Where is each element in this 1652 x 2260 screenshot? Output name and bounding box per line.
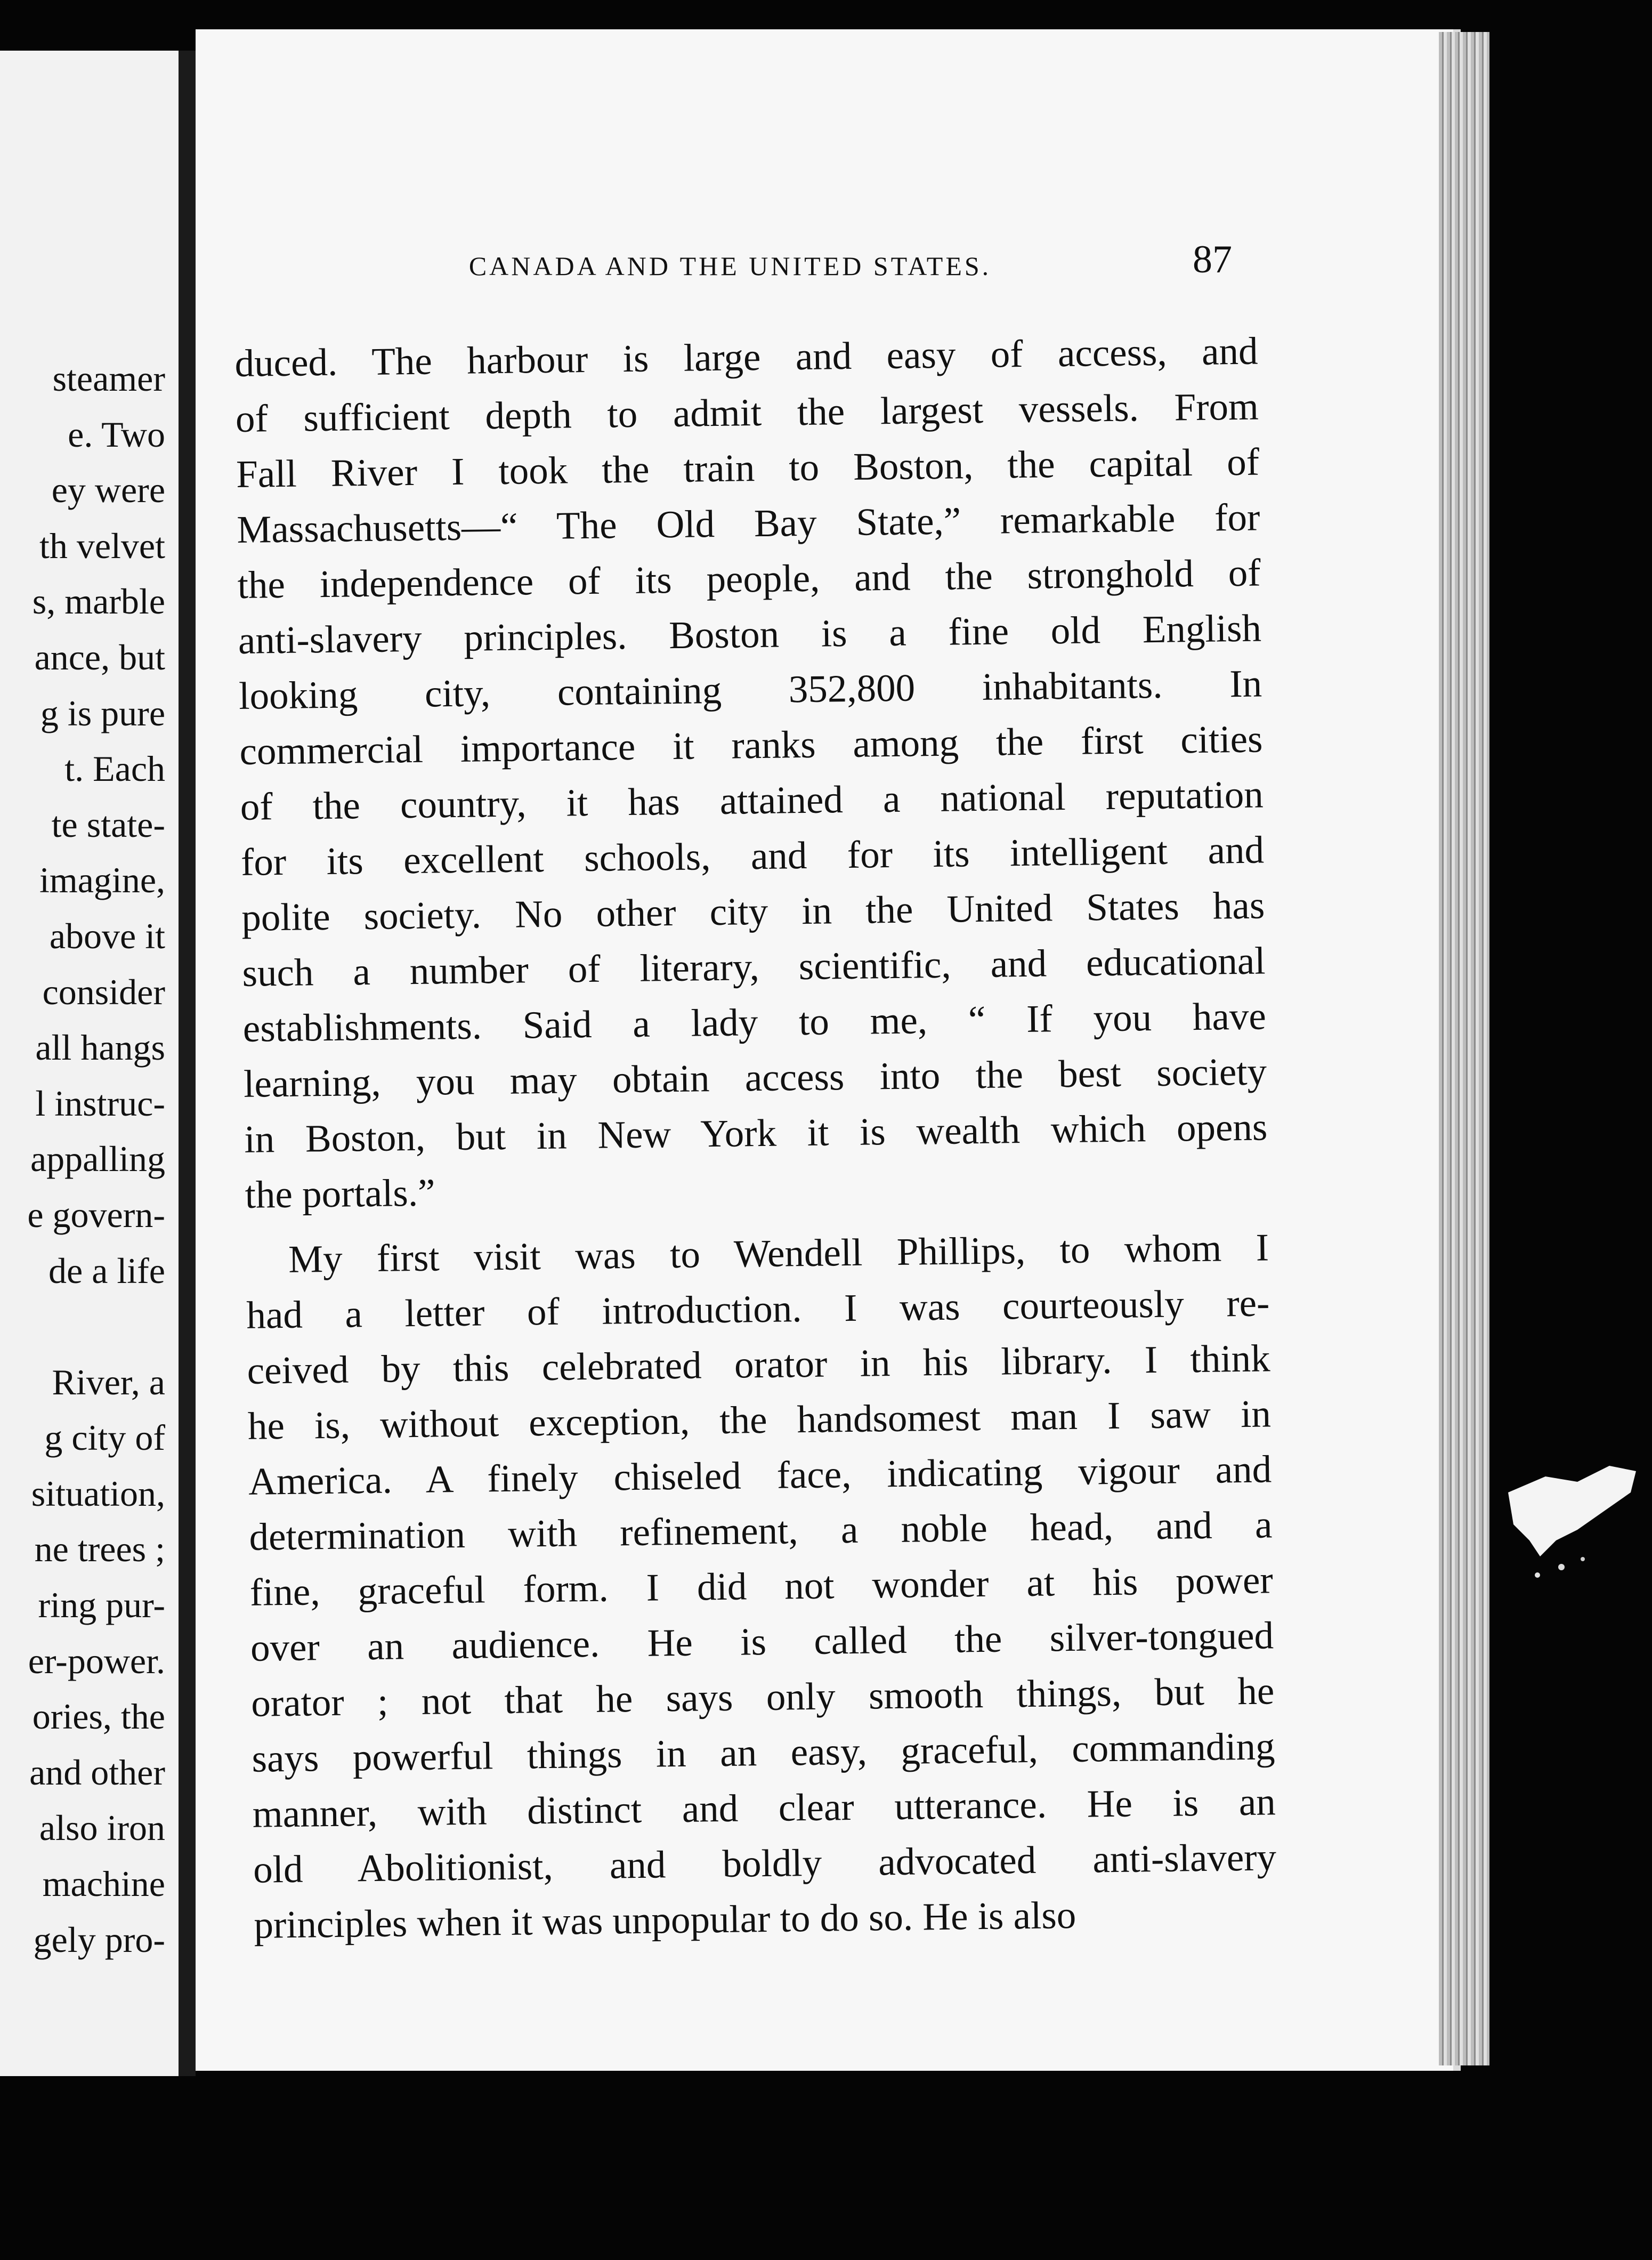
left-fragment-line: machine	[42, 1863, 165, 1904]
text-line: he is, without exception, the handsomest man I saw in	[247, 1392, 1272, 1448]
paragraph	[234, 324, 1268, 1223]
left-fragment-line: s, marble	[32, 581, 165, 622]
book-gutter	[179, 51, 196, 2076]
left-fragment-line: situation,	[31, 1473, 165, 1514]
left-fragment-line: ey were	[51, 470, 165, 511]
text-line: duced. The harbour is large and easy of access, and	[234, 329, 1258, 385]
text-line: the portals.”	[245, 1171, 435, 1216]
paragraph	[246, 1220, 1277, 1952]
text-line: of the country, it has attained a national reputation	[240, 772, 1264, 828]
left-fragment-line: ring pur-	[38, 1585, 165, 1626]
text-line: ceived by this celebrated orator in his library. I think	[247, 1336, 1271, 1392]
left-fragment-line: all hangs	[35, 1027, 165, 1068]
text-line: old Abolitionist, and boldly advocated anti-slavery	[253, 1835, 1277, 1891]
left-fragment-line: consider	[42, 971, 165, 1012]
running-head: CANADA AND THE UNITED STATES.	[468, 251, 992, 281]
text-line: commercial importance it ranks among the first cities	[239, 717, 1263, 773]
left-fragment-line: and other	[29, 1752, 165, 1793]
text-line: anti-slavery principles. Boston is a fine old English	[238, 606, 1262, 662]
left-fragment-line: imagine,	[39, 860, 165, 901]
text-line: for its excellent schools, and for its intelligent and	[240, 828, 1265, 884]
left-fragment-line: g is pure	[40, 692, 165, 733]
left-fragment-line: g city of	[44, 1417, 165, 1458]
text-line: Fall River I took the train to Boston, the capital of	[236, 440, 1260, 496]
text-line: such a number of literary, scientific, and educational	[242, 939, 1266, 995]
text-line: polite society. No other city in the United States has	[241, 883, 1265, 939]
left-fragment-line: l instruc-	[35, 1083, 165, 1124]
text-line: My first visit was to Wendell Phillips, to whom I	[288, 1225, 1269, 1281]
text-line: Massachusetts—“ The Old Bay State,” remarkable for	[236, 495, 1260, 551]
left-fragment-line: steamer	[52, 358, 165, 399]
text-line: says powerful things in an easy, graceful, commanding	[252, 1724, 1275, 1780]
left-fragment-line: t. Each	[64, 748, 165, 789]
left-fragment-line	[0, 1298, 165, 1354]
left-fragment-line: ance, but	[34, 636, 165, 677]
text-line: determination with refinement, a noble head, and a	[249, 1503, 1273, 1559]
left-fragment-line: ories, the	[32, 1696, 165, 1737]
left-fragment-line: er-power.	[28, 1640, 165, 1681]
left-fragment-line: ne trees ;	[34, 1529, 165, 1570]
text-line: manner, with distinct and clear utterance. He is an	[252, 1780, 1276, 1836]
text-line: of sufficient depth to admit the largest vessels. From	[235, 384, 1259, 440]
left-page-text-fragments	[0, 351, 165, 1967]
left-fragment-line: above it	[49, 915, 165, 956]
text-line: America. A finely chiseled face, indicating vigour and	[248, 1447, 1272, 1503]
body-text	[234, 324, 1277, 1953]
left-fragment-line: te state-	[51, 804, 165, 845]
text-line: establishments. Said a lady to me, “ If you have	[242, 994, 1267, 1050]
text-line: learning, you may obtain access into the best society	[243, 1050, 1267, 1105]
text-line: in Boston, but in New York it is wealth which opens	[244, 1105, 1268, 1161]
left-fragment-line: e govern-	[27, 1194, 165, 1235]
text-line: orator ; not that he says only smooth things, but he	[250, 1669, 1275, 1725]
text-line: had a letter of introduction. I was courteously re-	[246, 1281, 1270, 1337]
page-edges	[1439, 32, 1489, 2065]
left-fragment-line: River, a	[52, 1361, 165, 1402]
left-fragment-line: de a life	[48, 1250, 165, 1291]
left-fragment-line: th velvet	[39, 525, 165, 566]
text-line: looking city, containing 352,800 inhabitants. In	[238, 661, 1262, 717]
left-fragment-line: e. Two	[68, 414, 165, 455]
text-line: over an audience. He is called the silver-tongued	[250, 1613, 1274, 1669]
text-line: the independence of its people, and the stronghold of	[237, 551, 1261, 607]
page-number: 87	[1193, 238, 1232, 281]
left-fragment-line: appalling	[30, 1139, 165, 1180]
paper-damage-blot	[1497, 1460, 1641, 1588]
text-line: principles when it was unpopular to do so. He is also	[253, 1893, 1076, 1947]
text-line: fine, graceful form. I did not wonder at his power	[249, 1558, 1274, 1614]
left-fragment-line: gely pro-	[33, 1919, 165, 1960]
left-fragment-line: also iron	[39, 1807, 165, 1849]
